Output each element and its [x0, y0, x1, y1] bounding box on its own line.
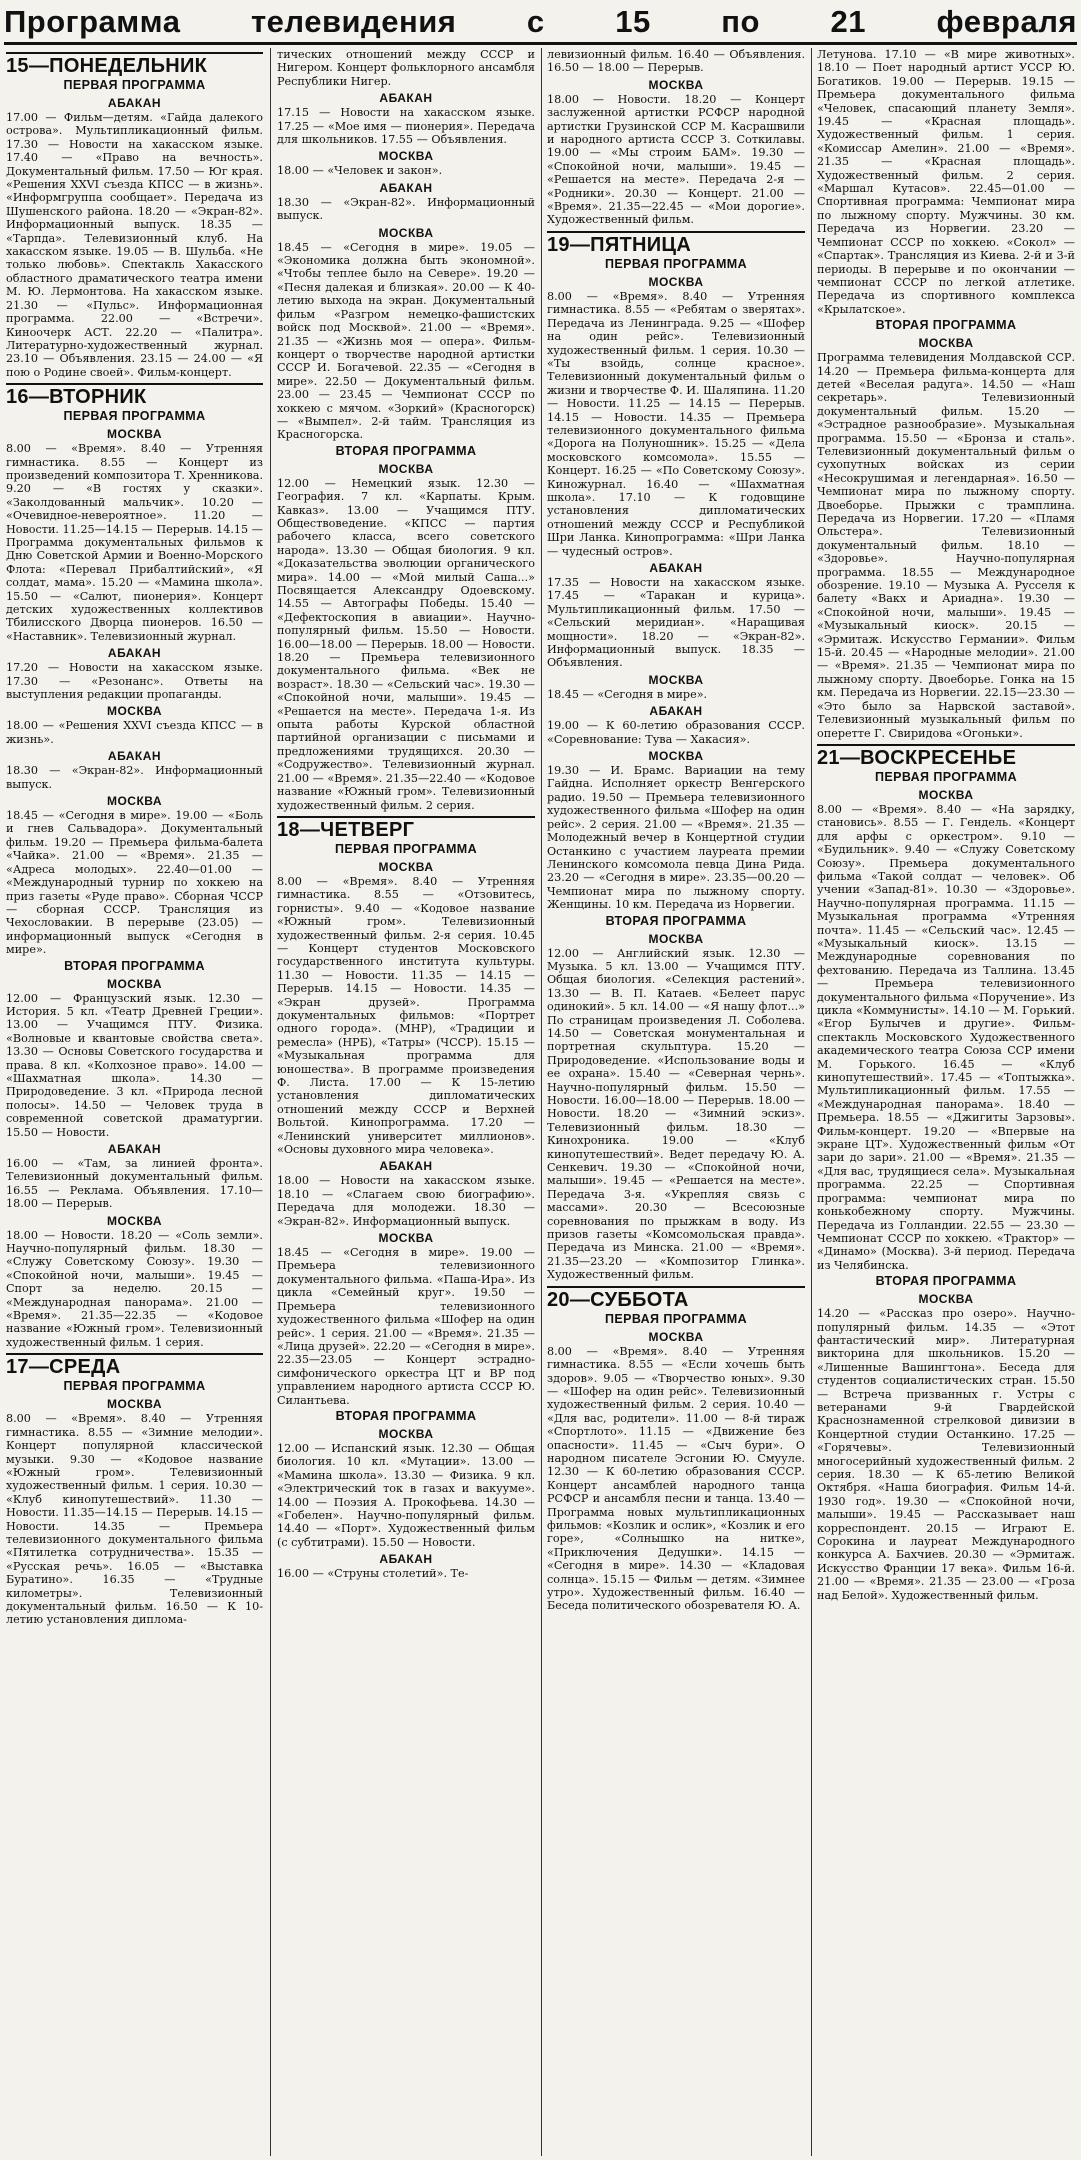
- channel-heading: АБАКАН: [649, 561, 703, 575]
- channel-heading: МОСКВА: [378, 859, 434, 874]
- schedule-text: 19.00 — К 60-летию образования СССР. «Соревнование: Тува — Хакасия».: [547, 719, 805, 746]
- schedule-text: 18.30 — «Экран-82». Информационный выпуск.: [277, 195, 535, 223]
- channel-heading: АБАКАН: [379, 1552, 433, 1567]
- schedule-text: 17.00 — Фильм—детям. «Гайда далекого острова». Мультипликационный фильм. 17.30 — Новости на хакасском языке. 17.40 — «Право на вечность». Документальный фильм. 17.50 — Юг края. «Решения XXVI съезда КПСС — в жизнь». «Информгруппа сообщает». Передача из Шушенского района. 18.20 — «Экран-82». Информационный выпуск. 18.35 — «Тарпда». Телевизионный клуб. На хакасском языке. 19.05 — В. Шульба. «Не только любовь». Спектакль Хакасского областного драматического театра имени М. Ю. Лермонтова. На хакасском языке. 21.30 — «Пульс». Информационная программа. 22.00 — «Встречи». Киноочерк АСТ. 22.20 — «Палитра». Литературно-художественный журнал. 23.10 — Объявления. 23.15 — 24.00 — «Я пою о Родине своей». Фильм-концерт.: [6, 111, 263, 379]
- day-heading: 21—ВОСКРЕСЕНЬЕ: [817, 744, 1075, 770]
- schedule-text: 17.15 — Новости на хакасском языке. 17.25 — «Мое имя — пионерия». Передача для школьников. 17.55 — Объявления.: [277, 106, 535, 147]
- page-title: Программа телевидения с 15 по 21 февраля: [4, 4, 1077, 39]
- channel-heading: АБАКАН: [107, 749, 162, 764]
- day-heading: 20—СУББОТА: [547, 1286, 805, 1312]
- channel-heading: МОСКВА: [648, 672, 704, 687]
- schedule-text: 18.45 — «Сегодня в мире». 19.00 — Премьера телевизионного документального фильма. «Паша-Ира». Из цикла «Семейный круг». 19.50 — Премьера телевизионного художественного фильма «Шофер на один рейс». 1 серия. 21.00 — «Время». 21.35 — «Лица друзей». 22.20 — «Сегодня в мире». 22.35—23.05 — Концерт эстрадно-симфонического оркестра ЦТ и ВР под управлением народного артиста СССР Ю. Силантьева.: [277, 1246, 535, 1407]
- channel-heading: АБАКАН: [107, 96, 162, 110]
- channel-heading: АБАКАН: [107, 1142, 162, 1156]
- channel-heading: АБАКАН: [379, 180, 433, 195]
- schedule-text: 19.30 — И. Брамс. Вариации на тему Гайдна. Исполняет оркестр Венгерского радио. 19.50 — Премьера телевизионного художественного фильма «Шофер на один рейс». 2 серия. 21.00 — «Время». 21.35 — Молодежный вечер в Концертной студии Останкино с участием лауреата премии Ленинского комсомола певца Дина Рида. 23.20 — «Сегодня в мире». 23.35—00.20 — Чемпионат мира по лыжному спорту. Женщины. 10 км. Передача из Норвегии.: [547, 764, 805, 912]
- channel-heading: МОСКВА: [106, 1397, 163, 1412]
- schedule-text: 12.00 — Испанский язык. 12.30 — Общая биология. 10 кл. «Мутации». 13.00 — «Мамина школа». 13.30 — Физика. 9 кл. «Электрический ток в газах и вакууме». 14.00 — Поэзия А. Прокофьева. 14.30 — «Гобелен». Научно-популярный фильм. 14.40 — «Порт». Художественный фильм (с субтитрами). 15.50 — Новости.: [277, 1441, 535, 1549]
- schedule-text: 8.00 — «Время». 8.40 — Утренняя гимнастика. 8.55 — Концерт из произведений композитора Т. Хренникова. 9.20 — «В гостях у сказки». «Заколдованный мальчик». 10.20 — «Очевидное-невероятное». 11.20 — Новости. 11.25—14.15 — Перерыв. 14.15 — Программа документальных фильмов к Дню Советской Армии и Военно-Морского Флота: «Перевал Прибалтийский», «Я солдат, мама». 15.20 — «Мамина школа». 15.50 — «Салют, пионерия». Концерт детских художественных коллективов Тбилисского Дворца пионеров. 16.50 — «Наставник». Телевизионный журнал.: [6, 442, 263, 643]
- schedule-text: тических отношений между СССР и Нигером. Концерт фольклорного ансамбля Республики Нигер.: [277, 48, 535, 88]
- channel-heading: МОСКВА: [378, 461, 434, 476]
- schedule-text: 17.35 — Новости на хакасском языке. 17.45 — «Таракан и курица». Мультипликационный фильм. 17.50 — «Сельский меридиан». «Наращивая мощности». 18.20 — «Экран-82». Информационный выпуск. 18.35 — Объявления.: [547, 576, 805, 670]
- channel-heading: МОСКВА: [648, 1329, 704, 1344]
- schedule-text: 18.00 — «Человек и закон».: [277, 164, 443, 178]
- channel-heading: АБАКАН: [649, 704, 703, 719]
- schedule-text: 14.20 — «Рассказ про озеро». Научно-популярный фильм. 14.35 — «Этот фантастический мир». Литературная викторина для школьников. 15.20 — «Лишенные Вашингтона». Беседа для студентов социалистических стран. 15.50 — Встреча призванных г. Устры с ветеранами 9-й Гвардейской Краснознаменной стрелковой дивизии в Концертной студии Останкино. 17.25 — «Горячевы». Телевизионный многосерийный художественный фильм. 2 серия. 18.30 — К 65-летию Великой Октября. «Наша биография. Фильм 14-й. 1930 год». 19.30 — «Спокойной ночи, малыши». 19.45 — Рассказывает наш корреспондент. 20.15 — Играют Е. Сорокина и лауреат Международного конкурса А. Бахчиев. 20.30 — «Эрмитаж. Искусство Франции 17 века». Фильм 16-й. 21.00 — «Время». 21.35 — 23.00 — «Гроза над Белой». Художественный фильм.: [817, 1307, 1075, 1602]
- program-heading: ВТОРАЯ ПРОГРАММА: [605, 913, 747, 928]
- schedule-text: 18.00 — Новости на хакасском языке. 18.10 — «Слагаем свою биографию». Передача для молодежи. 18.30 — «Экран-82». Информационный выпуск.: [277, 1174, 535, 1228]
- program-heading: ВТОРАЯ ПРОГРАММА: [875, 1274, 1017, 1289]
- channel-heading: МОСКВА: [378, 149, 434, 164]
- channel-heading: АБАКАН: [379, 1159, 433, 1174]
- program-heading: ВТОРАЯ ПРОГРАММА: [335, 1408, 477, 1423]
- schedule-text: 16.00 — «Струны столетий». Те-: [277, 1567, 469, 1581]
- channel-heading: МОСКВА: [918, 787, 974, 802]
- column-rule: [811, 48, 812, 2156]
- program-heading: ВТОРАЯ ПРОГРАММА: [875, 318, 1017, 333]
- channel-heading: МОСКВА: [106, 427, 163, 442]
- program-heading: ПЕРВАЯ ПРОГРАММА: [334, 841, 478, 856]
- day-heading: 16—ВТОРНИК: [6, 383, 263, 409]
- program-heading: ПЕРВАЯ ПРОГРАММА: [63, 409, 206, 424]
- program-heading: ВТОРАЯ ПРОГРАММА: [335, 443, 477, 458]
- program-heading: ПЕРВАЯ ПРОГРАММА: [874, 769, 1018, 784]
- day-heading: 15—ПОНЕДЕЛЬНИК: [6, 52, 263, 78]
- schedule-text: 12.00 — Немецкий язык. 12.30 — География. 7 кл. «Карпаты. Крым. Кавказ». 13.00 — Учащимся ПТУ. Обществоведение. «КПСС — партия рабочего класса, всего советского народа». 13.30 — Общая биология. 9 кл. «Доказательства эволюции органического мира». 14.00 — «Мой милый Саша...» Посвящается Александру Одоевскому. 14.55 — Автографы Победы. 15.40 — «Дефектоскопия в авиации». Научно-популярный фильм. 15.50 — Новости. 16.00—18.00 — Перерыв. 18.00 — Новости. 18.20 — Премьера телевизионного документального фильма. «Век не возраст». 18.30 — «Сельский час». 19.30 — «Спокойной ночи, малыши». 19.45 — «Решается на месте». Передача 1-я. Из опыта работы Курской областной партийной организации с письмами и предложениями трудящихся. 20.30 — «Содружество». Телевизионный журнал. 21.00 — «Время». 21.35—22.40 — «Кодовое название «Южный гром». Телевизионный художественный фильм. 2 серия.: [277, 476, 535, 812]
- schedule-text: 18.00 — Новости. 18.20 — «Соль земли». Научно-популярный фильм. 18.30 — «Служу Советскому Союзу». 19.30 — «Спокойной ночи, малыши». 19.45 — Спорт за неделю. 20.15 — «Международная панорама». 21.00 — «Время». 21.35—22.35 — «Кодовое название «Южный гром». Телевизионный художественный фильм. 1 серия.: [6, 1228, 263, 1349]
- day-heading: 19—ПЯТНИЦА: [547, 231, 805, 257]
- channel-heading: АБАКАН: [107, 646, 162, 661]
- column-1: [6, 48, 263, 2156]
- channel-heading: МОСКВА: [648, 77, 704, 92]
- column-rule: [541, 48, 542, 2156]
- schedule-text: 8.00 — «Время». 8.40 — «На зарядку, становись». 8.55 — Г. Гендель. «Концерт для арфы с оркестром». 9.10 — «Будильник». 9.40 — «Служу Советскому Союзу». Премьера документального фильма «Такой солдат — человек». Об учении «Запад-81». 10.30 — «Здоровье». Научно-популярная программа. 11.15 — Музыкальная программа «Утренняя почта». 11.45 — «Сельский час». 12.45 — «Музыкальный киоск». 13.15 — Международные соревнования по фехтованию. Передача из Таллина. 13.45 — Премьера телевизионного документального фильма «Поручение». Из цикла «Коммунисты». 14.10 — М. Горький. «Егор Булычев и другие». Фильм-спектакль Московского Художественного академического театра Союза ССР имени М. Горького. 16.45 — «Клуб кинопутешествий». 17.45 — «Топтыжка». Мультипликационный фильм. 17.55 — «Международная панорама». 18.40 — Премьера. 18.55 — «Джигиты Зарзовы». Фильм-концерт. 19.20 — «Впервые на экране ЦТ». Художественный фильм «От зари до зари». 21.00 — «Время». 21.35 — «Для вас, трудящиеся села». Музыкальная программа. 22.25 — Спортивная программа: чемпионат мира по конькобежному спорту. Мужчины. Передача из Голландии. 22.55 — 23.30 — Чемпионат СССР по хоккею. «Трактор» — «Динамо» (Москва). 3-й период. Передача из Челябинска.: [817, 802, 1075, 1272]
- program-heading: ПЕРВАЯ ПРОГРАММА: [63, 78, 206, 92]
- schedule-text: 16.00 — «Там, за линией фронта». Телевизионный документальный фильм. 16.55 — Реклама. Объявления. 17.10—18.00 — Перерыв.: [6, 1157, 263, 1211]
- day-heading: 17—СРЕДА: [6, 1353, 263, 1379]
- schedule-text: 8.00 — «Время». 8.40 — Утренняя гимнастика. 8.55 — «Отзовитесь, горнисты». 9.40 — «Кодовое название «Южный гром». Телевизионный художественный фильм. 2-я серия. 10.45 — Концерт студентов Московского государственного института культуры. 11.30 — Новости. 11.35 — 14.15 — Перерыв. 14.15 — Новости. 14.35 — «Экран друзей». Программа документальных фильмов: «Портрет одного города». (МНР), «Традиции и ремесла» (НРБ), «Татры» (ЧССР). 15.15 — «Музыкальная программа для юношества». В программе произведения Ф. Листа. 17.00 — К 15-летию установления дипломатических отношений между СССР и Верхней Вольтой. Кинопрограмма. 17.20 — «Ленинский университет миллионов». «Основы духовного мира человека».: [277, 874, 535, 1157]
- schedule-text: 18.00 — «Решения XXVI съезда КПСС — в жизнь».: [6, 719, 263, 746]
- channel-heading: МОСКВА: [378, 1231, 434, 1246]
- schedule-text: 18.00 — Новости. 18.20 — Концерт заслуженной артистки РСФСР народной артистки Грузинской ССР М. Касрашвили и народного артиста СССР З. Соткилавы. 19.00 — «Мы строим БАМ». 19.30 — «Спокойной ночи, малыши». 19.45 — «Решается на месте». Передача 2-я — «Родники». 20.30 — Концерт. 21.00 — «Время». 21.35—22.45 — «Мои дорогие». Художественный фильм.: [547, 92, 805, 227]
- schedule-text: 18.45 — «Сегодня в мире». 19.00 — «Боль и гнев Сальвадора». Документальный фильм. 19.20 — Премьера фильма-балета «Чайка». 21.00 — «Время». 21.35 — «Адреса молодых». 22.40—01.00 — «Международный турнир по хоккею на приз газеты «Руде право». Сборная ЧССР — сборная СССР. Трансляция из Чехословакии. В перерыве (23.05) — информационный выпуск «Сегодня в мире».: [6, 809, 263, 957]
- program-heading: ВТОРАЯ ПРОГРАММА: [64, 958, 205, 973]
- program-heading: ПЕРВАЯ ПРОГРАММА: [604, 1311, 748, 1326]
- channel-heading: МОСКВА: [106, 794, 163, 809]
- schedule-text: 17.20 — Новости на хакасском языке. 17.30 — «Резонанс». Ответы на выступления редакции пропаганды.: [6, 661, 263, 702]
- column-3: [547, 48, 805, 2156]
- schedule-text: 18.45 — «Сегодня в мире». 19.05 — «Экономика должна быть экономной». «Чтобы теплее было на Севере». 19.20 — «Песня далекая и близкая». 20.00 — К 40-летию выхода на экран. Документальный фильм «Разгром немецко-фашистских войск под Москвой». 21.00 — «Время». 21.35 — «Жизнь моя — опера». Фильм-концерт о творчестве народной артистки СССР И. Богачевой. 22.35 — «Сегодня в мире». 22.50 — Документальный фильм. 23.00 — 23.45 — Чемпионат СССР по хоккею с мячом. «Зоркий» (Красногорск) — «Вымпел». 2-й тайм. Трансляция из Красногорска.: [277, 240, 535, 442]
- program-heading: ПЕРВАЯ ПРОГРАММА: [604, 256, 748, 271]
- schedule-text: Программа телевидения Молдавской ССР. 14.20 — Премьера фильма-концерта для детей «Веселая радуга». 14.50 — «Наш секретарь». Телевизионный документальный фильм. 15.20 — «Эстрадное разнообразие». Музыкальная программа. 15.50 — «Бронза и сталь». Телевизионный документальный фильм о сухопутных войсках из серии «Несокрушимая и легендарная». 16.50 — Чемпионат мира по лыжному спорту. Двоеборье. Прыжки с трамплина. Передача из Норвегии. 17.20 — «Пламя Ольстера». Телевизионный документальный фильм. 18.10 — «Здоровье». Научно-популярная программа. 18.55 — Международное обозрение. 19.10 — Музыка А. Русселя к балету «Вакх и Ариадна». 19.30 — «Спокойной ночи, малыши». 19.45 — «Музыкальный киоск». 20.15 — «Эрмитаж. Искусство Германии». Фильм 15-й. 20.45 — «Народные мелодии». 21.00 — «Время». 21.35 — Чемпионат мира по лыжному спорту. Двоеборье. Гонка на 15 км. Передача из Норвегии. 22.15—23.30 — «Это было за Нарвской заставой». Телевизионный музыкальный фильм по оперетте Г. Свиридова «Огоньки».: [817, 351, 1075, 740]
- schedule-text: 8.00 — «Время». 8.40 — Утренняя гимнастика. 8.55 — «Если хочешь быть здоров». 9.05 — «Творчество юных». 9.30 — «Шофер на один рейс». Телевизионный художественный фильм. 2 серия. 10.40 — «Для вас, родители». 11.00 — 8-й тираж «Спортлото». 11.15 — «Движение без опасности». 11.45 — «Сыч бури». О народном писателе Эсгонии Ю. Смууле. 12.30 — К 60-летию образования СССР. Концерт ансамблей народного танца РСФСР и ансамбля песни и танца. 13.40 — Программа новых мультипликационных фильмов: «Козлик и ослик», «Козлик и его горе», «Солнышко на нитке», «Приключения Дедушки». 14.15 — «Сегодня в мире». 14.30 — «Кладовая солнца». 15.15 — Фильм — детям. «Зимнее утро». Художественный фильм. 16.40 — Беседа политического обозревателя Ю. А.: [547, 1344, 805, 1613]
- channel-heading: МОСКВА: [106, 1213, 163, 1228]
- program-heading: ПЕРВАЯ ПРОГРАММА: [63, 1379, 206, 1394]
- schedule-text: левизионный фильм. 16.40 — Объявления. 16.50 — 18.00 — Перерыв.: [547, 48, 805, 75]
- schedule-text: Летунова. 17.10 — «В мире животных». 18.10 — Поет народный артист УССР Ю. Богатиков. 19.00 — Перерыв. 19.15 — Премьера документального фильма «Человек, спасающий планету Земля». 19.45 — «Красная площадь». Художественный фильм. 1 серия. «Комиссар Амелин». 21.00 — «Время». 21.35 — «Красная площадь». Художественный фильм. 2 серия. «Маршал Кутасов». 22.45—01.00 — Спортивная программа: Чемпионат мира по лыжному спорту. Мужчины. 30 км. Передача из Норвегии. 23.20 — Чемпионат СССР по хоккею. «Сокол» — «Спартак». Трансляция из Киева. 2-й и 3-й периоды. В перерыве и по окончании — чемпионат СССР по легкой атлетике. Передача из спортивного комплекса «Крылатское».: [817, 48, 1075, 316]
- column-2: [277, 48, 535, 2156]
- channel-heading: МОСКВА: [378, 1426, 434, 1441]
- column-4: [817, 48, 1075, 2156]
- schedule-text: 12.00 — Французский язык. 12.30 — История. 5 кл. «Театр Древней Греции». 13.00 — Учащимся ПТУ. Физика. «Волновые и квантовые свойства света». 13.30 — Основы Советского государства и права. 8 кл. «Колхозное право». 14.00 — «Шахматная школа». 14.30 — Природоведение. 3 кл. «Природа лесной полосы». 14.50 — Человек труда в современной советской драматургии. 15.50 — Новости.: [6, 991, 263, 1139]
- channel-heading: МОСКВА: [106, 976, 163, 991]
- channel-heading: МОСКВА: [918, 336, 974, 351]
- channel-heading: МОСКВА: [918, 1292, 974, 1307]
- channel-heading: МОСКВА: [648, 931, 704, 946]
- channel-heading: МОСКВА: [378, 225, 434, 240]
- channel-heading: МОСКВА: [648, 274, 704, 289]
- channel-heading: МОСКВА: [648, 749, 704, 764]
- schedule-text: 12.00 — Английский язык. 12.30 — Музыка. 5 кл. 13.00 — Учащимся ПТУ. Общая биология. «Селекция растений». 13.30 — В. П. Катаев. «Белеет парус одинокий». 5 кл. 14.00 — «Я нашу флот...» По страницам произведения Л. Соболева. 14.50 — Советская монументальная и портретная скульптура. 15.20 — Природоведение. «Использование воды и ее охрана». 15.40 — «Северная чернь». Научно-популярный фильм. 15.50 — Новости. 16.00—18.00 — Перерыв. 18.00 — Новости. 18.20 — «Зимний эскиз». Телевизионный фильм. 18.30 — Кинохроника. 19.00 — «Клуб кинопутешествий». Ведет передачу Ю. А. Сенкевич. 19.30 — «Спокойной ночи, малыши». 19.45 — «Решается на месте». Передача 3-я. «Укрепляя связь с массами». 20.30 — Всесоюзные соревнования по прыжкам в воду. Из призов газеты «Комсомольская правда». Передача из Минска. 21.00 — «Время». 21.35—23.20 — «Композитор Глинка». Художественный фильм.: [547, 946, 805, 1282]
- masthead: [4, 2, 1077, 45]
- schedule-text: 18.45 — «Сегодня в мире».: [547, 687, 708, 701]
- column-rule: [270, 48, 271, 2156]
- schedule-text: 8.00 — «Время». 8.40 — Утренняя гимнастика. 8.55 — «Зимние мелодии». Концерт популярной классической музыки. 9.30 — «Кодовое название «Южный гром». Телевизионный художественный фильм. 1 серия. 10.30 — «Клуб кинопутешествий». 11.30 — Новости. 11.35—14.15 — Перерыв. 14.15 — Новости. 14.35 — Премьера телевизионного документального фильма «Пятилетка сотрудничества». 15.35 — «Русская речь». 16.05 — «Выставка Буратино». 16.35 — «Трудные километры». Телевизионный документальный фильм. 16.50 — К 10-летию установления диплома-: [6, 1412, 263, 1627]
- schedule-text: 8.00 — «Время». 8.40 — Утренняя гимнастика. 8.55 — «Ребятам о зверятах». Передача из Ленинграда. 9.25 — «Шофер на один рейс». Телевизионный художественный фильм. 1 серия. 10.30 — «Ты взойдь, солнце красное». Телевизионный документальный фильм о жизни и творчестве Ф. И. Шаляпина. 11.20 — Новости. 11.25 — 14.15 — Перерыв. 14.15 — Новости. 14.35 — Премьера телевизионного документального фильма «Дорога на Полуношник». 15.25 — «Дела московского комсомола». 15.55 — Концерт. 16.25 — «По Советскому Союзу». Киножурнал. 16.40 — «Шахматная школа». 17.10 — К годовщине установления дипломатических отношений между СССР и Республикой Шри Ланка. Кинопрограмма: «Шри Ланка — чудесный остров».: [547, 289, 805, 558]
- channel-heading: АБАКАН: [379, 91, 433, 106]
- day-heading: 18—ЧЕТВЕРГ: [277, 816, 535, 842]
- schedule-text: 18.30 — «Экран-82». Информационный выпуск.: [6, 764, 263, 791]
- channel-heading: МОСКВА: [106, 704, 163, 719]
